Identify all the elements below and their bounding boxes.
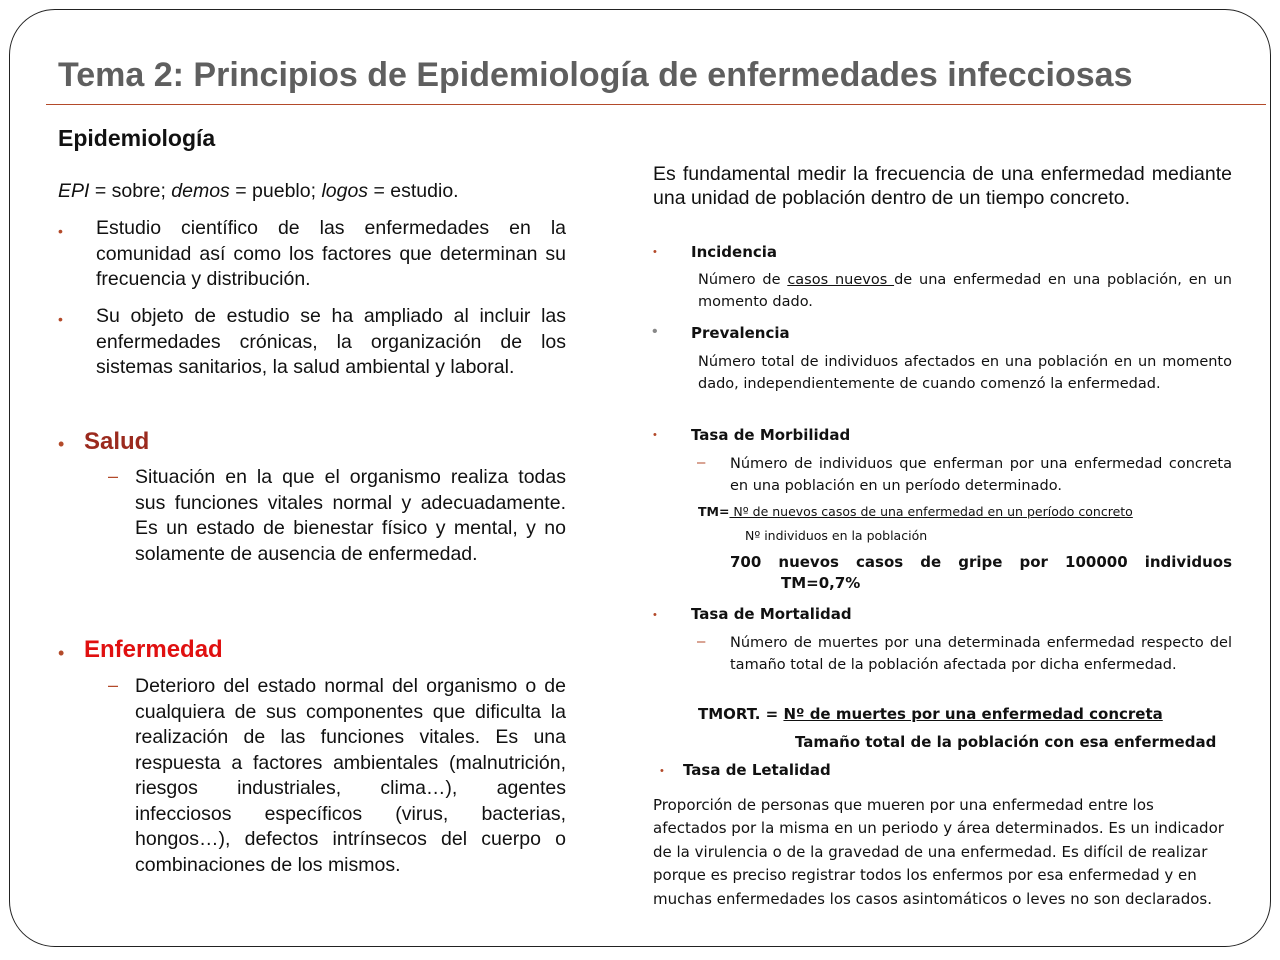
incidencia-text-underlined: casos nuevos (787, 272, 895, 288)
intro-text: Es fundamental medir la frecuencia de una enfermedad mediante una unidad de población dentro de un tiempo concreto. (653, 163, 1232, 209)
bullet-marker: • (58, 643, 65, 663)
bullet-marker: • (653, 609, 657, 621)
mortalidad-definition: Número de muertes por una determinada enfermedad respecto del tamaño total de la población afectada por dicha enfermedad. (730, 635, 1232, 673)
dash-marker: – (108, 466, 119, 486)
slide-title: Tema 2: Principios de Epidemiología de enfermedades infecciosas (58, 56, 1133, 94)
morbilidad-definition: Número de individuos que enferman por una enfermedad concreta en una población en un período determinado. (730, 456, 1232, 494)
epidemiology-bullet-1: Estudio científico de las enfermedades en la comunidad así como los factores que determinan su frecuencia y distribución. (96, 217, 566, 290)
morbilidad-example: 700 nuevos casos de gripe por 100000 individuos (730, 553, 1232, 571)
letalidad-definition: Proporción de personas que mueren por una enfermedad entre los afectados por la misma en un periodo y área determinados. Es un indicador de la virulencia o de la gravedad de una enfermedad. Es difícil de realizar porque es preciso registrar todos los enfermos por esa enfermedad y en muchas enfermedades los casos asintomáticos o leves no son declarados. (653, 796, 1224, 908)
salud-definition: Situación en la que el organismo realiza todas sus funciones vitales normal y adecuadamente. Es un estado de bienestar físico y mental, y no solamente de ausencia de enfermedad. (135, 466, 566, 565)
bullet-marker: • (58, 223, 63, 239)
incidencia-heading: Incidencia (691, 243, 778, 261)
incidencia-definition (698, 270, 1232, 313)
mortalidad-formula-prefix: TMORT. = (698, 705, 784, 723)
mortalidad-formula-numerator: Nº de muertes por una enfermedad concreta (783, 705, 1163, 723)
prevalencia-heading: Prevalencia (691, 324, 790, 342)
etymology-epi-def: = sobre; (89, 180, 172, 202)
prevalencia-definition: Número total de individuos afectados en una población en un momento dado, independientemente de cuando comenzó la enfermedad. (698, 354, 1232, 392)
letalidad-heading: Tasa de Letalidad (683, 761, 831, 779)
enfermedad-heading: Enfermedad (84, 636, 223, 663)
etymology-logos-def: = estudio. (368, 180, 459, 202)
bullet-marker: • (58, 311, 63, 327)
morbilidad-formula (698, 504, 1133, 519)
incidencia-text-b: de una enfermedad en una población, en un momento dado. (698, 272, 1232, 310)
bullet-marker: • (653, 246, 657, 258)
morbilidad-formula-numerator: Nº de nuevos casos de una enfermedad en un período concreto (729, 504, 1133, 519)
bullet-marker: • (653, 429, 657, 441)
etymology-logos: logos (321, 180, 369, 202)
bullet-marker: • (660, 765, 664, 777)
dash-marker: – (697, 454, 706, 471)
mortalidad-formula (698, 705, 1163, 723)
bullet-marker: • (652, 323, 658, 340)
epidemiology-bullet-2: Su objeto de estudio se ha ampliado al incluir las enfermedades crónicas, la organización de los sistemas sanitarios, la salud ambiental y laboral. (96, 305, 566, 378)
etymology-demos: demos (171, 180, 230, 202)
title-divider (46, 104, 1266, 105)
morbilidad-formula-prefix: TM= (698, 504, 730, 519)
etymology-epi: EPI (58, 180, 90, 202)
mortalidad-formula-denominator: Tamaño total de la población con esa enfermedad (795, 733, 1217, 751)
etymology-line (58, 180, 459, 203)
incidencia-text-a: Número de (698, 272, 788, 288)
morbilidad-formula-denominator: Nº individuos en la población (745, 528, 928, 543)
dash-marker: – (697, 633, 706, 650)
salud-heading: Salud (84, 428, 150, 455)
left-heading: Epidemiología (58, 125, 216, 151)
mortalidad-heading: Tasa de Mortalidad (691, 605, 852, 623)
etymology-demos-def: = pueblo; (229, 180, 322, 202)
morbilidad-example-result: TM=0,7% (781, 574, 861, 592)
enfermedad-definition: Deterioro del estado normal del organismo o de cualquiera de sus componentes que dificulta la realización de las funciones vitales. Es una respuesta a factores ambientales (malnutrición, riesgos industriales, clima…), agentes infecciosos específicos (virus, bacterias, hongos…), defectos intrínsecos del cuerpo o combinaciones de los mismos. (135, 675, 566, 876)
bullet-marker: • (58, 434, 65, 454)
dash-marker: – (108, 675, 119, 695)
morbilidad-heading: Tasa de Morbilidad (691, 426, 851, 444)
